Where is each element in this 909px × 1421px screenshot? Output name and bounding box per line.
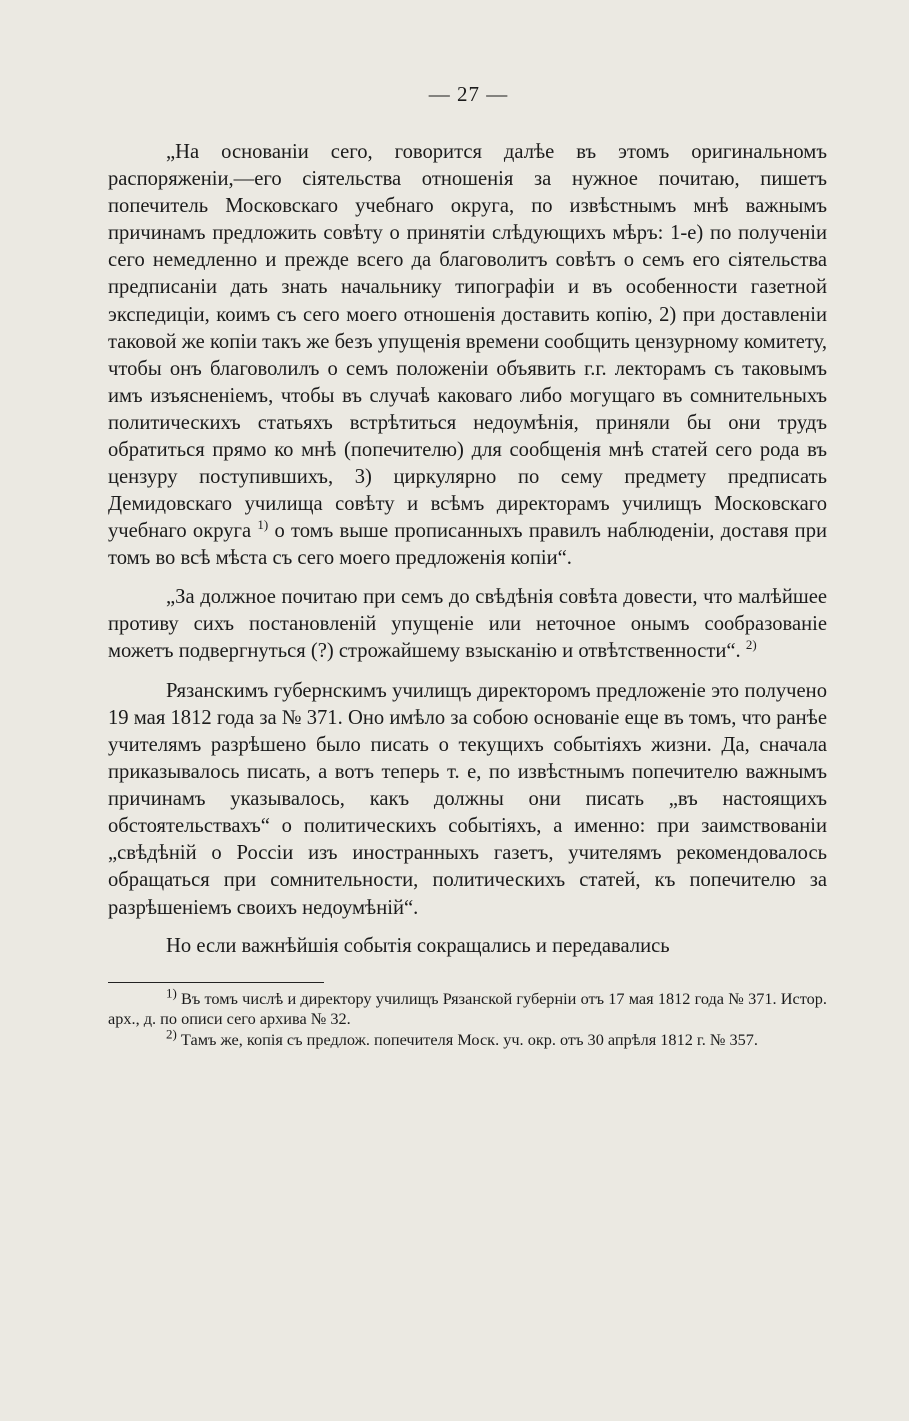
paragraph-1-text: „На основанiи сего, говорится далѣе въ этомъ оригинальномъ распоряженiи,—его сiятельства отношенiя за нужное почитаю, пишетъ попечитель Московскаго учебнаго округа, по извѣстнымъ мнѣ важнымъ причинамъ предложить совѣту о принятiи слѣдующихъ мѣръ: 1-е) по полученiи сего немедленно и прежде всего да благоволитъ совѣтъ о семъ его сiятельства предписанiи дать знать начальнику типографiи и въ особенности газетной экспедицiи, коимъ съ сего моего отношенiя доставить копiю, 2) при доставленiи таковой же копiи такъ же безъ упущенiя времени сообщить цензурному комитету, чтобы онъ благоволилъ о семъ положенiи объявить г.г. лекторамъ съ таковымъ имъ изъясненiемъ, чтобы въ случаѣ каковаго либо могущаго въ сомнительныхъ политическихъ статьяхъ встрѣтиться недоумѣнiя, приняли бы они трудъ обратиться прямо ко мнѣ (попечителю) для сообщенiя мнѣ статей сего рода въ цензуру поступившихъ, 3) циркулярно по сему предмету предписать Демидовскаго училища совѣту и всѣмъ директорамъ училищъ Московскаго учебнаго округа — [108, 141, 827, 543]
footnote-2-text: Тамъ же, копiя съ предлож. попечителя Моск. уч. окр. отъ 30 апрѣля 1812 г. № 357. — [180, 1029, 759, 1049]
footnote-1-mark: 1) — [166, 985, 177, 1001]
paragraph-3: Рязанскимъ губернскимъ училищъ директоромъ предложенiе это получено 19 мая 1812 года за № 371. Оно имѣло за собою основанiе еще въ томъ, что ранѣе учителямъ разрѣшено было писать о текущихъ событiяхъ жизни. Да, сначала приказывалось писать, а вотъ теперь т. е, по извѣстнымъ попечителю важнымъ причинамъ указывалось, какъ должны они писать „въ настоящихъ обстоятельствахъ“ о политическихъ событiяхъ, а именно: при заимствованiи „свѣдѣнiй о Россiи изъ иностранныхъ газетъ, учителямъ рекомендовалось обращаться при сомнительности, политическихъ статей, къ попечителю за разрѣшенiемъ своихъ недоумѣнiй“. — [108, 679, 827, 919]
paragraph-2-text: „За должное почитаю при семъ до свѣдѣнiя совѣта довести, что малѣйшее противу сихъ постановленiй упущенiе или неточное онымъ сообразованiе можетъ подвергнуться (?) строжайшему взысканiю и отвѣтственности“. — [108, 585, 827, 662]
paragraph-1 — [108, 139, 827, 573]
footnote-ref-1: 1) — [257, 517, 269, 533]
body-text — [108, 139, 827, 1050]
footnote-2 — [108, 1026, 827, 1051]
paragraph-4: Но если важнѣйшiя событiя сокращались и передавались — [166, 934, 670, 957]
footnote-ref-2: 2) — [745, 636, 757, 652]
paragraph-2 — [108, 584, 827, 665]
footnote-divider — [108, 982, 324, 983]
footnote-2-mark: 2) — [166, 1026, 177, 1042]
footnote-1 — [108, 985, 827, 1030]
footnote-1-text: Въ томъ числѣ и директору училищъ Рязанской губернiи отъ 17 мая 1812 года № 371. Истор. арх., д. по описи сего архива № 32. — [108, 988, 827, 1029]
paragraph-1-tail: о томъ выше прописанныхъ правилъ наблюденiи, доставя при томъ во всѣ мѣста съ сего моего предложенiя копiи“. — [108, 520, 828, 570]
page-number: — 27 — — [428, 82, 509, 106]
